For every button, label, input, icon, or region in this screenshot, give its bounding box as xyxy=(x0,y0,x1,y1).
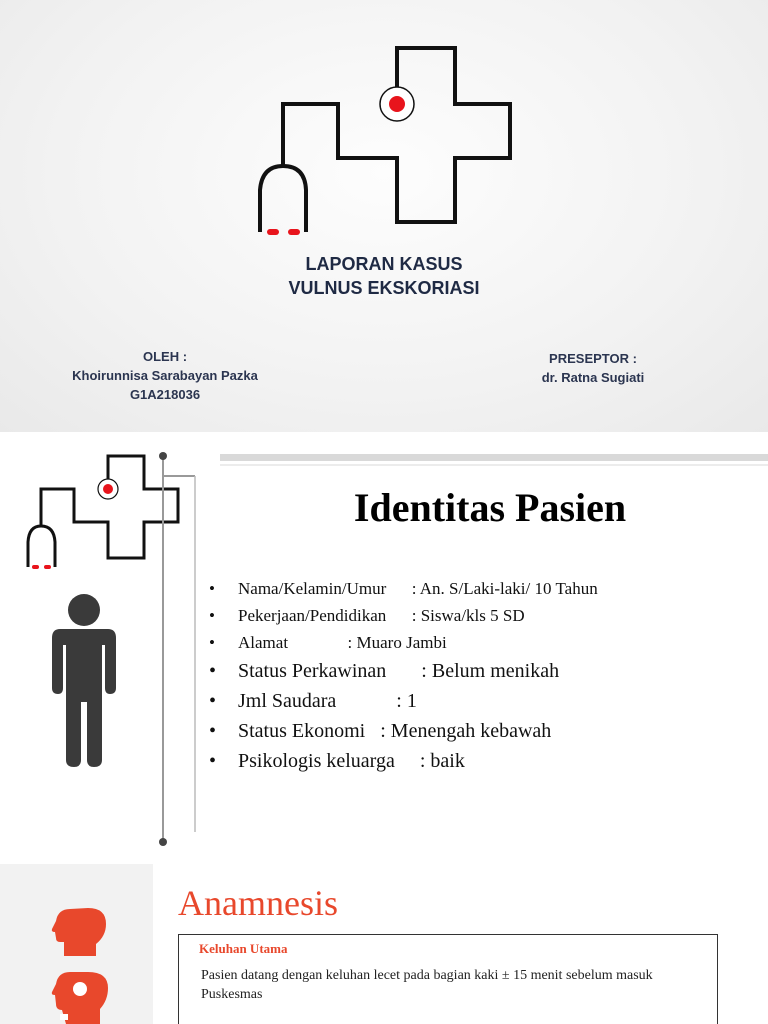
author-label: OLEH : xyxy=(142,349,188,364)
medical-cross-stethoscope-icon xyxy=(28,456,178,569)
preseptor-name: dr. Ratna Sugiati xyxy=(541,370,645,385)
keluhan-utama-box xyxy=(178,934,718,1024)
slide-heading: Anamnesis xyxy=(178,883,338,923)
header-bar xyxy=(220,454,768,461)
list-item: • Jml Saudara : 1 xyxy=(209,686,749,716)
slide-identitas-pasien xyxy=(0,432,768,864)
list-item: • Pekerjaan/Pendidikan : Siswa/kls 5 SD xyxy=(209,602,749,629)
list-item: • Nama/Kelamin/Umur : An. S/Laki-laki/ 10 Tahun xyxy=(209,575,749,602)
skull-profile-icon xyxy=(52,972,108,1024)
title-line-2: VULNUS EKSKORIASI xyxy=(288,278,480,298)
box-text: Pasien datang dengan keluhan lecet pada bagian kaki ± 15 menit sebelum masuk Puskesmas xyxy=(201,968,653,1002)
timeline-dot-bottom xyxy=(159,838,167,846)
medical-cross-stethoscope-icon xyxy=(0,0,768,250)
slide-anamnesis xyxy=(0,864,768,1024)
author-block xyxy=(30,347,300,404)
preseptor-label: PRESEPTOR : xyxy=(549,351,637,366)
head-profile-icon xyxy=(52,908,106,956)
person-icon xyxy=(52,594,116,767)
author-id: G1A218036 xyxy=(129,387,201,402)
head-icons xyxy=(0,864,153,1024)
timeline-dot-top xyxy=(159,452,167,460)
box-label: Keluhan Utama xyxy=(199,941,288,956)
list-item: • Psikologis keluarga : baik xyxy=(209,746,749,776)
slide-heading: Identitas Pasien xyxy=(353,485,627,530)
preseptor-block xyxy=(480,349,706,387)
author-name: Khoirunnisa Sarabayan Pazka xyxy=(72,368,258,383)
slide-title-text xyxy=(0,252,768,300)
list-item: • Status Ekonomi : Menengah kebawah xyxy=(209,716,749,746)
list-item: • Alamat : Muaro Jambi xyxy=(209,629,749,656)
header-bar-thin xyxy=(220,464,768,466)
patient-identity-list xyxy=(209,575,749,776)
title-line-1: LAPORAN KASUS xyxy=(305,254,463,274)
list-item: • Status Perkawinan : Belum menikah xyxy=(209,656,749,686)
side-decoration xyxy=(0,432,220,864)
slide-title xyxy=(0,0,768,432)
